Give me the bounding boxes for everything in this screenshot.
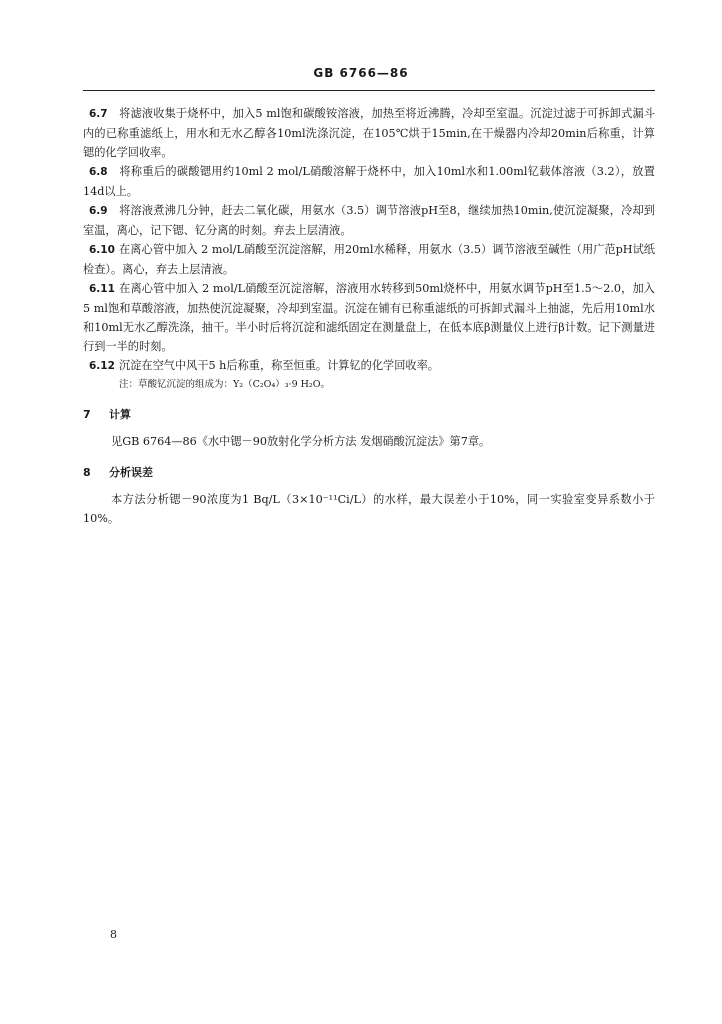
- step-number: 6.10: [89, 244, 115, 256]
- step-6-12: [83, 356, 655, 376]
- step-number: 6.12: [89, 360, 115, 372]
- header-rule: [83, 90, 655, 91]
- section-title: 分析误差: [109, 466, 153, 479]
- step-6-7: [83, 104, 655, 162]
- step-text: 将滤液收集于烧杯中，加入5 ml饱和碳酸铵溶液，加热至将近沸腾，冷却至室温。沉淀过滤于可拆卸式漏斗内的已称重滤纸上，用水和无水乙醇各10ml洗涤沉淀，在105℃烘于15min,在干燥器内冷却20min后称重，计算锶的化学回收率。: [83, 107, 655, 159]
- step-text: 在离心管中加入 2 mol/L硝酸至沉淀溶解，溶液用水转移到50ml烧杯中，用氨水调节pH至1.5～2.0，加入5 ml饱和草酸溶液，加热使沉淀凝聚，冷却到室温。沉淀在铺有已称重滤纸的可拆卸式漏斗上抽滤，先后用10ml水和10ml无水乙醇洗涤，抽干。半小时后将沉淀和滤纸固定在测量盘上，在低本底β测量仪上进行β计数。记下测量进行到一半的时刻。: [83, 282, 655, 353]
- step-6-9: [83, 201, 655, 240]
- step-text: 在离心管中加入 2 mol/L硝酸至沉淀溶解，用20ml水稀释，用氨水（3.5）调节溶液至碱性（用广范pH试纸检查）。离心，弃去上层清液。: [83, 243, 655, 276]
- section-title: 计算: [109, 408, 131, 421]
- page-header-title: GB 6766—86: [313, 66, 409, 80]
- step-6-10: [83, 240, 655, 279]
- section-7-heading: [83, 405, 655, 424]
- step-number: 6.9: [89, 205, 108, 217]
- step-text: 将溶液煮沸几分钟，赶去二氧化碳，用氨水（3.5）调节溶液pH至8，继续加热10min,使沉淀凝聚，冷却到室温，离心，记下锶、钇分离的时刻。弃去上层清液。: [83, 204, 655, 237]
- section-number: 7: [83, 408, 91, 421]
- step-number: 6.7: [89, 108, 108, 120]
- step-number: 6.11: [89, 283, 115, 295]
- page-number: 8: [110, 928, 117, 941]
- section-number: 8: [83, 466, 91, 479]
- step-6-8: [83, 162, 655, 201]
- section-8-heading: [83, 463, 655, 482]
- step-text: 沉淀在空气中风干5 h后称重，称至恒重。计算钇的化学回收率。: [119, 359, 439, 372]
- section-7-text: 见GB 6764—86《水中锶－90放射化学分析方法 发烟硝酸沉淀法》第7章。: [111, 435, 491, 448]
- step-number: 6.8: [89, 166, 108, 178]
- yttrium-oxalate-note: 注：草酸钇沉淀的组成为：Y₂（C₂O₄）₃·9 H₂O。: [119, 379, 331, 390]
- document-body: [83, 104, 655, 528]
- step-6-11: [83, 279, 655, 356]
- step-text: 将称重后的碳酸锶用约10ml 2 mol/L硝酸溶解于烧杯中，加入10ml水和1.00ml钇载体溶液（3.2），放置14d以上。: [83, 165, 655, 198]
- section-8-text: 本方法分析锶－90浓度为1 Bq/L（3×10⁻¹¹Ci/L）的水样，最大误差小于10%，同一实验室变异系数小于10%。: [83, 493, 655, 525]
